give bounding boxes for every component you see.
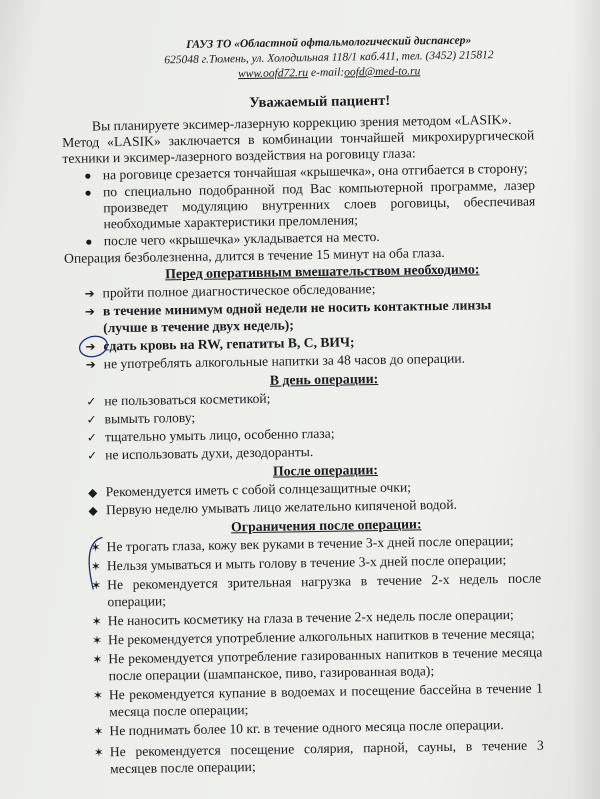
limits-item-3-line-2: операции; <box>107 593 167 610</box>
letterhead <box>79 32 580 85</box>
before-item-2-line-2: (лучше в течение двух недель); <box>103 317 294 336</box>
limits-title: Ограничения после операции: <box>230 516 422 535</box>
limits-item-2: Нельзя умываться и мыть голову в течение 3-х дней после операции; <box>106 552 507 574</box>
intro-line-2: Метод «LASIK» заключается в комбинации тончайшей микрохирургической <box>62 127 535 150</box>
step-3: после чего «крышечка» укладывается на место. <box>103 228 380 249</box>
limits-item-7-line-2: месяца после операции; <box>109 702 249 720</box>
star-icon: ✶ <box>90 559 102 574</box>
step-1: на роговице срезается тончайшая «крышечка», она отгибается в сторону; <box>102 160 528 183</box>
limits-item-3-line-1: Не рекомендуется зрительная нагрузка в течение 2-х недель после <box>107 570 542 593</box>
arrow-right-icon: ➔ <box>84 286 95 301</box>
before-item-2-line-1: в течение минимум одной недели не носить контактные линзы <box>102 297 492 319</box>
diamond-icon: ◆ <box>88 485 98 500</box>
day-item-2: вымыть голову; <box>104 409 196 427</box>
bullet-dot-icon: ● <box>84 185 92 200</box>
org-name: ГАУЗ ТО «Областной офтальмологический диспансер» <box>186 34 472 51</box>
after-item-2: Первую неделю умывать лицо желательно кипяченой водой. <box>105 496 458 518</box>
limits-item-8: Не поднимать более 10 кг. в течение одного месяца после операции. <box>109 717 504 739</box>
limits-item-4: Не наносить косметику на глаза в течение 2-х недель после операции; <box>107 606 514 629</box>
day-item-3: тщательно умыть лицо, особенно глаза; <box>104 425 335 445</box>
step-2-line-1: по специально подобранной под Вас компьютерной программе, лазер <box>102 177 536 200</box>
star-icon: ✶ <box>91 578 102 593</box>
after-title: После операции: <box>272 462 379 479</box>
bullet-dot-icon: ● <box>85 234 93 249</box>
limits-item-6-line-2: после операции (шампанское, пиво, газированная вода); <box>108 663 435 684</box>
limits-item-7-line-1: Не рекомендуется купание в водоемах и посещение бассейна в течение 1 <box>108 680 543 703</box>
limits-item-9-line-1: Не рекомендуется посещение солярия, парной, сауны, в течение 3 <box>109 737 544 760</box>
diamond-icon: ◆ <box>88 503 98 518</box>
intro-line-3: техники и эксимер-лазерного воздействия на роговицу глаза: <box>62 145 416 166</box>
star-icon: ✶ <box>90 540 101 555</box>
checkmark-icon: ✓ <box>87 448 98 463</box>
pen-circle-mark <box>75 333 115 360</box>
star-icon: ✶ <box>91 633 103 648</box>
checkmark-icon: ✓ <box>86 394 97 409</box>
limits-item-9-line-2: месяцев после операции; <box>109 758 256 777</box>
pen-circle-mark <box>80 533 115 594</box>
arrow-right-icon: ➔ <box>85 357 96 372</box>
day-item-4: не использовать духи, дезодоранты. <box>105 444 314 463</box>
step-2-line-2: произведет модуляцию внутренних слоев роговицы, обеспечивая <box>103 193 536 216</box>
star-icon: ✶ <box>92 688 104 703</box>
star-icon: ✶ <box>93 724 104 739</box>
after-item-1: Рекомендуется иметь с собой солнцезащитные очки; <box>105 479 412 500</box>
intro-line-1: Вы планируете эксимер-лазерную коррекцию зрения методом «LASIK». <box>91 111 512 134</box>
star-icon: ✶ <box>93 745 104 760</box>
page-edge-shadow <box>572 0 600 799</box>
limits-item-1: Не трогать глаза, кожу век руками в течение 3-х дней после операции; <box>106 532 514 555</box>
star-icon: ✶ <box>91 614 102 629</box>
before-item-4: не употреблять алкогольные напитки за 48 часов до операции. <box>103 350 466 372</box>
email-link[interactable]: oofd@med-to.ru <box>344 65 421 79</box>
day-title: В день операции: <box>269 371 379 388</box>
org-address: 625048 г.Тюмень, ул. Холодильная 118/1 каб.411, тел. (3452) 215812 <box>164 49 494 67</box>
before-title: Перед оперативным вмешательством необходимо: <box>165 261 480 282</box>
before-item-3: сдать кровь на RW, гепатиты В, С, ВИЧ; <box>103 334 355 354</box>
limits-item-6-line-1: Не рекомендуется употребление газированных напитков в течение месяца <box>108 644 543 667</box>
step-2-line-3: необходимые характеристики преломления; <box>103 212 359 232</box>
greeting-title: Уважаемый пациент! <box>249 92 391 112</box>
arrow-right-icon: ➔ <box>84 304 96 319</box>
day-item-1: не пользоваться косметикой; <box>104 390 271 409</box>
site-link[interactable]: www.oofd72.ru <box>237 67 309 81</box>
bullet-dot-icon: ● <box>84 168 92 183</box>
star-icon: ✶ <box>92 652 103 667</box>
duration-text: Операция безболезненна, длится в течение 15 минут на оба глаза. <box>63 244 445 266</box>
email-label: e-mail: <box>310 66 345 80</box>
checkmark-icon: ✓ <box>86 430 98 445</box>
checkmark-icon: ✓ <box>86 412 97 427</box>
limits-item-5: Не рекомендуется употребление алкогольных напитков в течение месяца; <box>107 625 535 648</box>
arrow-right-icon: ➔ <box>85 339 96 354</box>
before-item-1: пройти полное диагностическое обследование; <box>102 281 376 301</box>
